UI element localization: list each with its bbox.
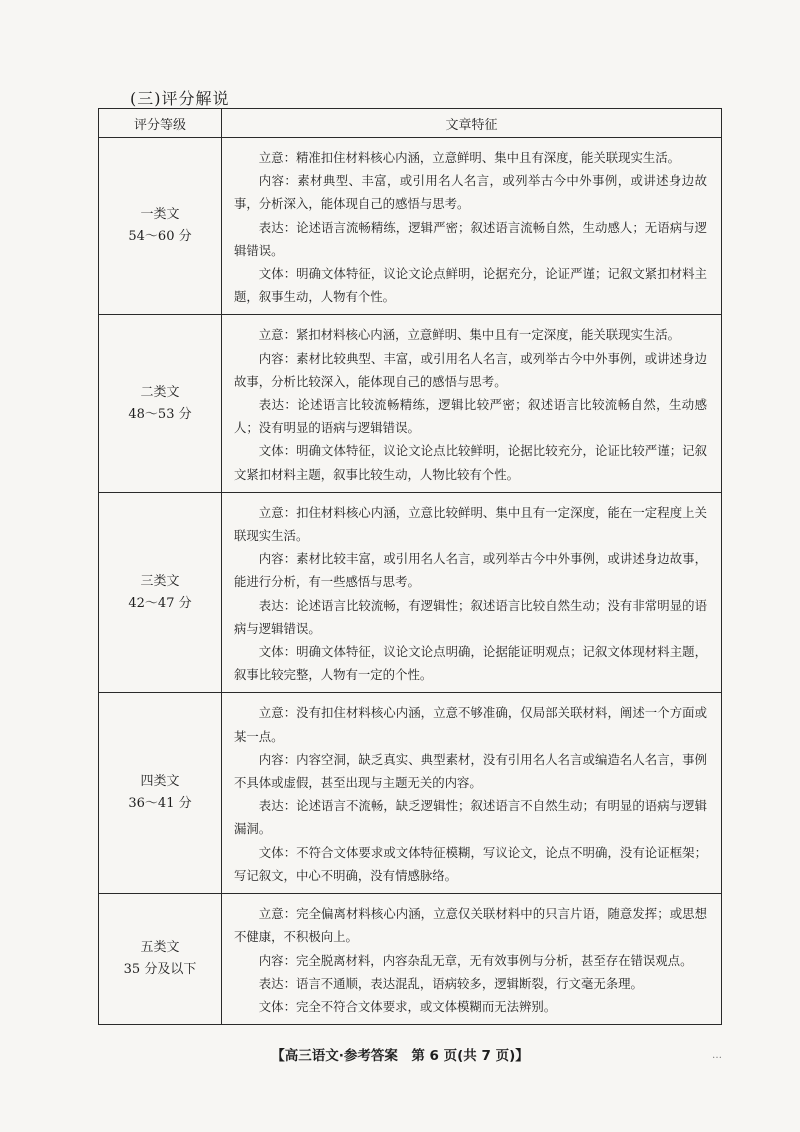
page-footer: 【高三语文·参考答案 第 6 页(共 7 页)】 (271, 1048, 529, 1064)
grade-score: 48～53 分 (128, 406, 192, 422)
grade-level-cell (99, 894, 222, 1025)
grade-name: 五类文 (140, 940, 180, 956)
grade-name: 三类文 (140, 573, 180, 589)
grade-level-cell (99, 492, 222, 693)
features-cell (222, 894, 722, 1025)
criterion-expression: 表达：论述语言比较流畅，有逻辑性；叙述语言比较自然生动；没有非常明显的语病与逻辑错误。 (234, 597, 707, 636)
criterion-style: 文体：明确文体特征，议论文论点明确，论据能证明观点；记叙文体现材料主题，叙事比较完整，人物有一定的个性。 (234, 644, 707, 683)
table-row (99, 492, 722, 693)
features-cell (222, 492, 722, 693)
criterion-idea: 立意：扣住材料核心内涵，立意比较鲜明、集中且有一定深度，能在一定程度上关联现实生活。 (234, 504, 707, 544)
criterion-idea: 立意：紧扣材料核心内涵，立意鲜明、集中且有一定深度，能关联现实生活。 (258, 327, 681, 343)
criterion-expression: 表达：论述语言流畅精练，逻辑严密；叙述语言流畅自然，生动感人；无语病与逻辑错误。 (234, 219, 707, 258)
table-row (99, 894, 722, 1025)
criterion-content: 内容：素材典型、丰富，或引用名人名言，或列举古今中外事例，或讲述身边故事，分析深入，能体现自己的感悟与思考。 (234, 173, 707, 212)
features-cell (222, 693, 722, 894)
grade-name: 二类文 (140, 384, 180, 400)
criterion-idea: 立意：完全偏离材料核心内涵，立意仅关联材料中的只言片语，随意发挥；或思想不健康，不积极向上。 (234, 906, 707, 945)
criterion-content: 内容：素材比较丰富，或引用名人名言，或列举古今中外事例，或讲述身边故事，能进行分析，有一些感悟与思考。 (234, 551, 707, 590)
table-header-row (99, 109, 722, 138)
grade-name: 一类文 (140, 207, 180, 223)
grading-table (98, 108, 722, 1025)
grade-score: 54～60 分 (128, 229, 192, 245)
grade-level-cell (99, 315, 222, 492)
grade-name: 四类文 (140, 774, 180, 790)
criterion-style: 文体：明确文体特征，议论文论点比较鲜明，论据比较充分，论证比较严谨；记叙文紧扣材料主题，叙事比较生动，人物比较有个性。 (234, 443, 707, 482)
grade-score: 42～47 分 (128, 595, 192, 611)
table-row (99, 693, 722, 894)
section-title: (三)评分解说 (130, 89, 230, 108)
criterion-style: 文体：不符合文体要求或文体特征模糊，写议论文，论点不明确，没有论证框架；写记叙文，中心不明确，没有情感脉络。 (234, 844, 707, 883)
criterion-expression: 表达：论述语言比较流畅精练，逻辑比较严密；叙述语言比较流畅自然，生动感人；没有明显的语病与逻辑错误。 (234, 397, 707, 436)
criterion-content: 内容：素材比较典型、丰富，或引用名人名言，或列举古今中外事例，或讲述身边故事，分析比较深入，能体现自己的感悟与思考。 (234, 350, 707, 389)
criterion-idea: 立意：精准扣住材料核心内涵，立意鲜明、集中且有深度，能关联现实生活。 (258, 150, 681, 165)
features-cell (222, 315, 722, 492)
table-row (99, 138, 722, 315)
grade-level-cell (99, 138, 222, 315)
features-cell (222, 138, 722, 315)
header-features: 文章特征 (222, 109, 722, 138)
criterion-content: 内容：完全脱离材料，内容杂乱无章，无有效事例与分析，甚至存在错误观点。 (258, 952, 693, 968)
criterion-style: 文体：完全不符合文体要求，或文体模糊而无法辨别。 (258, 998, 557, 1014)
header-level: 评分等级 (99, 109, 222, 138)
grade-score: 36～41 分 (128, 796, 192, 812)
criterion-expression: 表达：语言不通顺，表达混乱，语病较多，逻辑断裂，行文毫无条理。 (258, 975, 643, 991)
grade-score: 35 分及以下 (123, 962, 197, 978)
table-row (99, 315, 722, 492)
criterion-style: 文体：明确文体特征，议论文论点鲜明，论据充分，论证严谨；记叙文紧扣材料主题，叙事生动，人物有个性。 (234, 266, 707, 305)
criterion-idea: 立意：没有扣住材料核心内涵，立意不够准确，仅局部关联材料，阐述一个方面或某一点。 (234, 705, 707, 744)
footer-mark: … (712, 1050, 722, 1061)
grade-level-cell (99, 693, 222, 894)
criterion-content: 内容：内容空洞，缺乏真实、典型素材，没有引用名人名言或编造名人名言，事例不具体或虚假，甚至出现与主题无关的内容。 (234, 751, 707, 791)
criterion-expression: 表达：论述语言不流畅，缺乏逻辑性；叙述语言不自然生动；有明显的语病与逻辑漏洞。 (234, 798, 707, 837)
